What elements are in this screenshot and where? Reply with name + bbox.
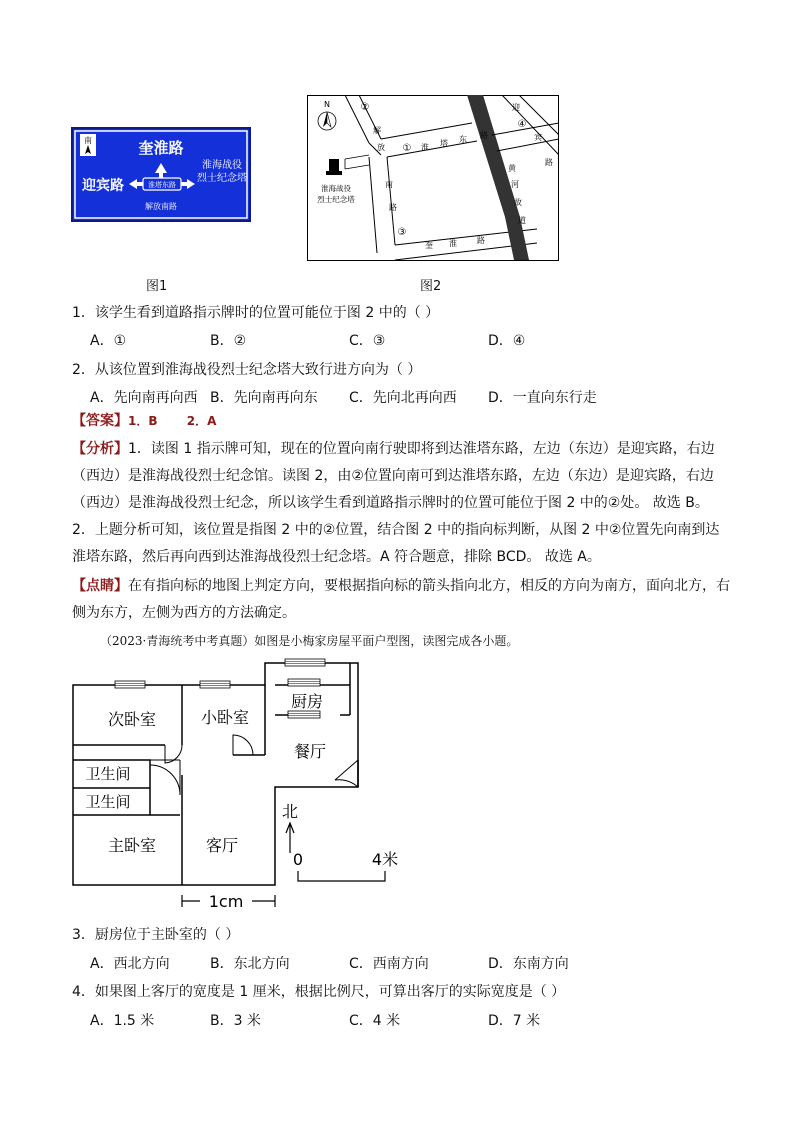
sign-middle-road: 淮塔东路 [148,181,176,189]
kui-road-label-2: 路 [477,236,485,245]
question-3-option-c: C．西南方向 [349,956,429,972]
sign-right-line2: 烈士纪念塔 [197,173,247,184]
question-2-option-a: A．先向南再向西 [90,390,198,406]
north-label: N [324,100,330,109]
tip-label: 【点睛】 [72,578,128,594]
compass-label: 南 [84,136,92,145]
river-label-0: 黄 [508,164,516,173]
room-master-bedroom: 主卧室 [107,836,157,855]
river-label-2: 故 [514,198,522,207]
analysis-paragraph-2: 2．上题分析可知，该位置是指图 2 中的②位置，结合图 2 中的指向标判断，从图 2 中②位置先向南到达淮塔东路，然后再向西到达淮海战役烈士纪念塔。A 符合题意，排除 BCD。 故选 A。 [72,522,720,565]
sign-bottom-road: 解放南路 [145,202,177,211]
question-1-option-c: C．③ [349,333,386,349]
figure2-street-map [307,95,559,261]
north-arrow-icon [286,823,294,853]
figure1-road-sign [71,127,251,222]
question-1-stem: 1．该学生看到道路指示牌时的位置可能位于图 2 中的（ ） [72,305,440,321]
question-1-option-b: B．② [210,333,247,349]
memorial-label-1: 淮海战役 [321,184,351,193]
room-small-bedroom: 小卧室 [200,708,250,727]
question-2-option-c: C．先向北再向西 [349,390,457,406]
figure1-caption: 图1 [146,279,168,294]
width-measure-label: 1cm [208,892,244,911]
memorial-label-2: 烈士纪念塔 [317,195,355,204]
sign-left-road: 迎宾路 [82,178,124,194]
question-4-option-d: D．7 米 [488,1013,541,1029]
yingbin-label-3: 路 [545,158,553,167]
north-direction-label: 北 [281,802,299,821]
question-4-option-b: B．3 米 [210,1013,261,1029]
floor-plan [60,655,420,915]
section-intro: （2023·青海统考中考真题）如图是小梅家房屋平面户型图，读图完成各小题。 [100,634,519,648]
sign-right-line1: 淮海战役 [202,160,242,171]
huai-road-label-3: 路 [480,131,488,140]
lu-road-label: 路 [389,203,397,212]
question-4-option-a: A．1.5 米 [90,1013,155,1029]
question-2-option-b: B．先向南再向东 [210,390,318,406]
position-2-label: ② [360,102,370,113]
nan-road-label: 南 [385,180,393,189]
jiefang-label-2: 放 [377,143,385,152]
question-3-option-b: B．东北方向 [210,956,290,972]
question-2-stem: 2．从该位置到淮海战役烈士纪念塔大致行进方向为（ ） [72,362,422,378]
tip-paragraph [72,573,732,627]
jiefang-label-1: 解 [373,126,381,135]
question-4-option-c: C．4 米 [349,1013,401,1029]
analysis-text-1: 1．读图 1 指示牌可知，现在的位置向南行驶即将到达淮塔东路，左边（东边）是迎宾路，右边（西边）是淮海战役烈士纪念馆。读图 2，由②位置向南可到达淮塔东路，左边（东边）是迎宾路，右边（西边）是淮海战役烈士纪念，所以该学生看到道路指示牌时的位置可能位于图 2 中的②处。 故选 B。 [72,441,715,511]
kui-road-label-1: 淮 [449,239,457,248]
huai-road-label-0: 淮 [421,143,429,152]
answer-line [72,408,732,435]
figure2-caption: 图2 [420,279,442,294]
question-2-option-d: D．一直向东行走 [488,390,597,406]
huai-road-label-2: 东 [459,135,467,144]
river-label-1: 河 [511,180,519,189]
room-living-room: 客厅 [205,836,239,855]
question-4-stem: 4．如果图上客厅的宽度是 1 厘米，根据比例尺，可算出客厅的实际宽度是（ ） [72,984,566,1000]
question-3-option-d: D．东南方向 [488,956,569,972]
river-label-3: 道 [518,216,526,225]
question-3-option-a: A．西北方向 [90,956,170,972]
sign-top-road: 奎淮路 [138,139,184,157]
question-3-stem: 3．厨房位于主卧室的（ ） [72,927,240,943]
yingbin-label-2: 宾 [534,133,542,142]
yingbin-label-1: 迎 [512,103,520,112]
huai-road-label-1: 塔 [440,139,448,148]
question-1-option-a: A．① [90,333,127,349]
analysis-paragraph-1 [72,436,732,517]
scale-end-label: 4米 [371,850,399,869]
room-kitchen: 厨房 [290,692,324,711]
room-dining: 餐厅 [293,742,327,761]
room-second-bedroom: 次卧室 [107,710,157,729]
position-1-label: ① [402,143,412,154]
question-1-option-d: D．④ [488,333,526,349]
scale-bar [298,871,385,881]
analysis-label: 【分析】 [72,441,128,457]
position-3-label: ③ [397,227,407,238]
answer-text: 1．B 2．A [128,414,217,428]
room-bathroom-2: 卫生间 [85,793,131,811]
room-bathroom-1: 卫生间 [85,765,131,783]
position-4-label: ④ [517,119,527,130]
kui-road-label-0: 奎 [425,241,433,250]
tip-text: 在有指向标的地图上判定方向，要根据指向标的箭头指向北方，相反的方向为南方，面向北方，右侧为东方，左侧为西方的方法确定。 [72,578,730,621]
scale-start-label: 0 [292,850,304,869]
answer-label: 【答案】 [72,413,128,429]
